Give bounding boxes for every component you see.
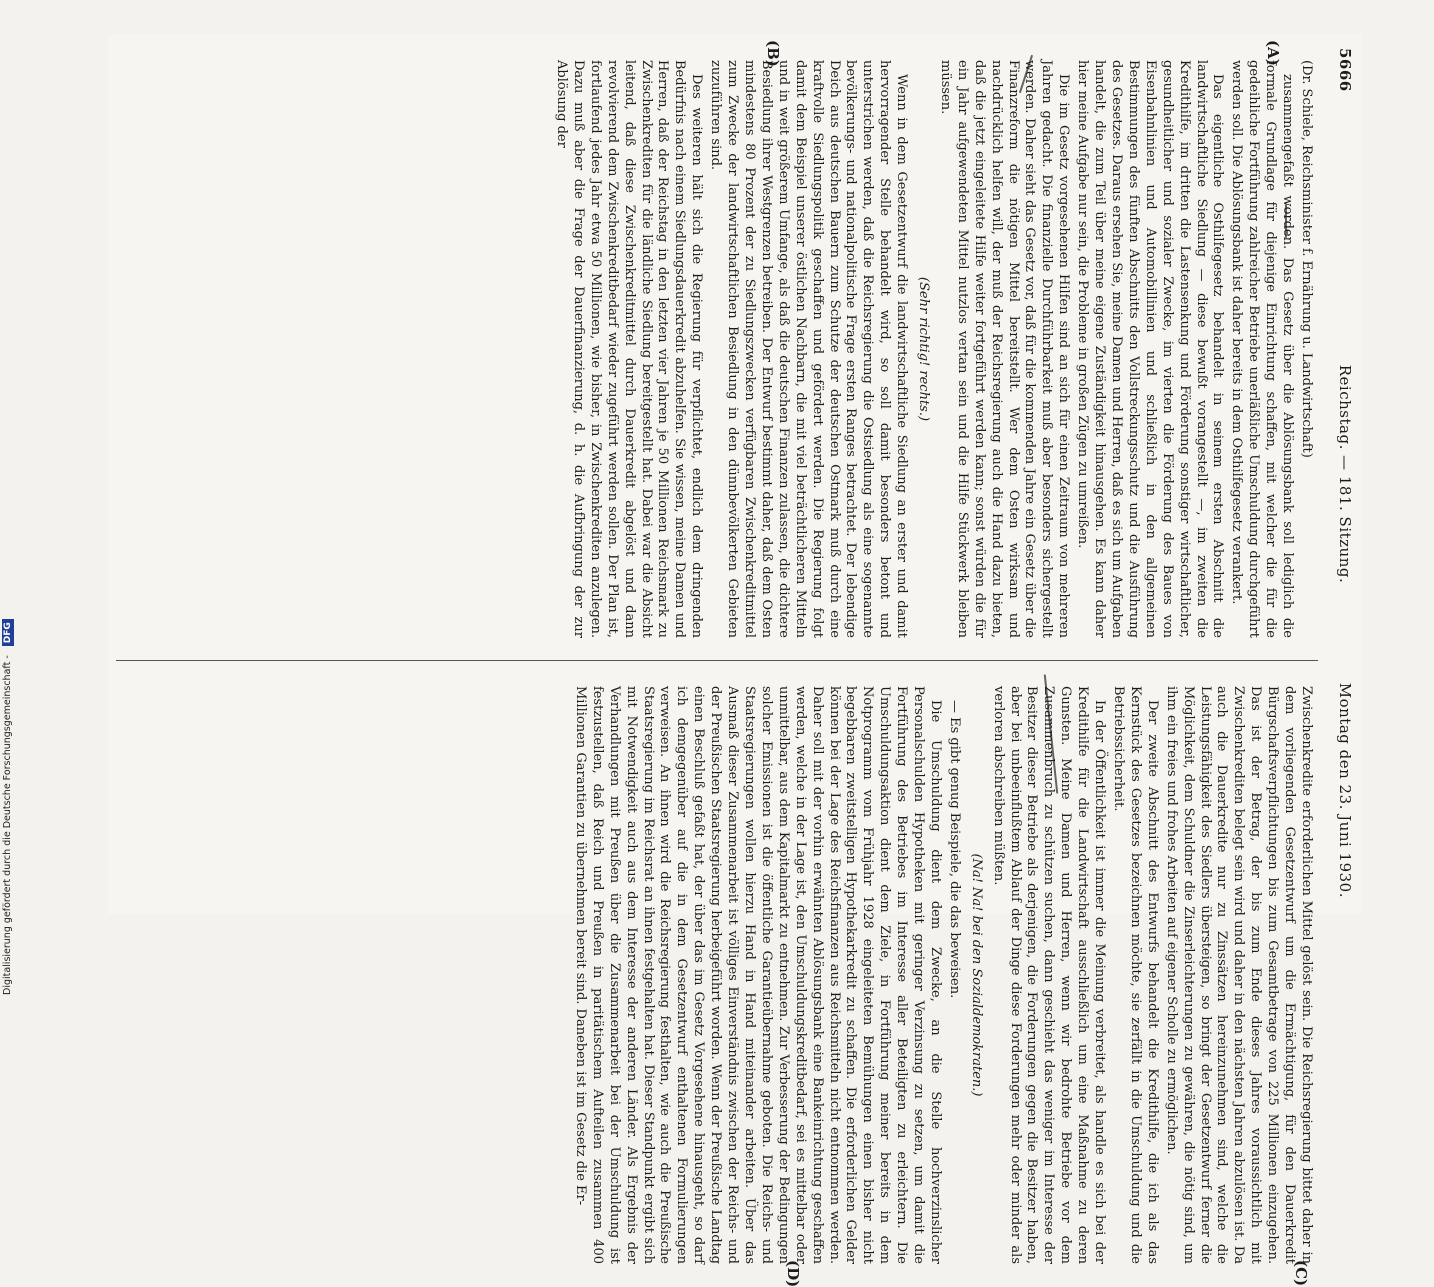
digitization-credit	[2, 619, 14, 995]
speaker-role: (Dr. Schiele, Reichsminister f. Ernährung u. Landwirtschaft)	[1299, 60, 1314, 458]
paragraph: Die Umschuldung dient dem Zwecke, an die Stelle hochverzinslicher Personalschulden Hypotheken mit geringer Verzinsung zu setzen, um damit die Fortführung des Betriebes im Interesse aller Beteiligten zu erleichtern. Die Umschuldungsaktion dient dem Ziele, in Fortführung meiner bereits in dem Notprogramm vom Frühjahr 1928 eingeleiteten Bemühungen einen bisher nicht begebbaren zweitstelligen Hypothekarkredit zu schaffen. Die erforderlichen Gelder können bei der Lage des Reichsfinanzen aus Reichsmitteln nicht entnommen werden. Daher soll mit der vorhin erwähnten Ablösungsbank eine Bankeinrichtung geschaffen werden, welche in der Lage ist, den Umschuldungskreditbedarf, sei es mittelbar oder unmittelbar, aus dem Kapitalmarkt zu entnehmen. Zur Verbesserung der Bedingungen solcher Emissionen ist die öffentliche Garantieübernahme geboten. Die Reichs- und Staatsregierungen wollen hierzu Hand in Hand miteinander arbeiten. Über das Ausmaß dieser Zusammenarbeit ist völliges Einverständnis zwischen der Reichs- und der Preußischen Staatsregierung herbeigeführt worden. Wenn der Preußische Landtag einen Beschluß gefaßt hat, der über das im Gesetz Vorgesehene hinausgeht, so darf ich demgegenüber auf die in dem Gesetzentwurf enthaltenen Formulierungen verweisen. An ihnen wird die Reichsregierung festhalten, wie auch die Preußische Staatsregierung im Reichsrat an ihnen festgehalten hat. Dieser Standpunkt ergibt sich mit Notwendigkeit auch aus dem Interesse der anderen Länder. Als Ergebnis der Verhandlungen mit Preußen über die Zusammenarbeit bei der Umschuldung ist festzustellen, daß Reich und Preußen in paritätischem Aufteilen zusammen 400 Millionen Garantien zu übernehmen bereit sind. Daneben ist im Gesetz die Er-	[572, 686, 943, 1264]
page-date: Montag den 23. Juni 1930.	[1336, 682, 1354, 898]
paragraph: — Es gibt genug Beispiele, die das beweisen.	[946, 700, 962, 999]
column-divider	[116, 660, 1318, 661]
interjection: (Na! Na! bei den Sozialdemokraten.)	[968, 853, 984, 1097]
paragraph: Die im Gesetz vorgesehenen Hilfen sind an sich für einen Zeitraum von mehreren Jahren gedacht. Die finanzielle Durchführbarkeit muß aber besonders sichergestellt werden. Daher sieht das Gesetz vor, daß für die kommenden Jahre ein Gesetz über die Finanzreform die nötigen Mittel bereitstellt. Wer dem Osten wirksam und nachdrücklich helfen will, der muß der Reichsregierung auch die Hand dazu bieten, daß die jetzt eingeleitete Hilfe weiter fortgeführt werden kann; sonst würden die für ein Jahr aufgewendeten Mittel nutzlos vertan sein und die Hilfe Stückwerk bleiben müssen.	[937, 60, 1072, 638]
paragraph: Zwischenkredite erforderlichen Mittel gelöst sein. Die Reichsregierung bittet daher in dem vorliegenden Gesetzentwurf um die Ermächtigung, für den Dauerkredit Bürgschaftsverpflichtungen bis zum Gesamtbetrage von 225 Millionen einzugehen. Das ist der Betrag, der bis zum Ende dieses Jahres voraussichtlich mit Zwischenkrediten belegt sein wird und daher in den nächsten Jahren abzulösen ist. Da auch die Dauerkredite nur zu Zinssätzen hereinzunehmen sind, welche die Leistungsfähigkeit des Siedlers übersteigen, so bringt der Gesetzentwurf ferner die Möglichkeit, dem Schuldner die Zinserleichterungen zu gewähren, die nötig sind, um ihm ein freies und frohes Arbeiten auf eigener Scholle zu ermöglichen.	[1163, 686, 1314, 1264]
paragraph: Des weiteren hält sich die Regierung für verpflichtet, endlich dem dringenden Bedürfnis nach einem Siedlungsdauerkredit abzuhelfen. Sie wissen, meine Damen und Herren, daß der Reichstag in den letzten vier Jahren je 50 Millionen Reichsmark zu Zwischenkrediten für die ländliche Siedlung bereitgestellt hat. Dabei war die Absicht leitend, daß diese Zwischenkreditmittel durch Dauerkredit abgelöst und dann revolvierend dem Zwischenkreditbedarf wieder zugeführt werden sollen. Der Plan ist, fortlaufend jedes Jahr etwa 50 Millionen, wie bisher, in Zwischenkrediten anzulegen. Dazu muß aber die Frage der Dauerfinanzierung, d. h. die Aufbringung der zur Ablösung der	[554, 60, 705, 638]
margin-mark-d: (D)	[784, 1260, 802, 1287]
margin-mark-a: (A)	[1264, 40, 1282, 66]
interjection: (Sehr richtig! rechts.)	[916, 276, 932, 422]
dfg-logo: DFG	[2, 619, 14, 646]
paragraph: Das eigentliche Osthilfegesetz behandelt in seinem ersten Abschnitt die landwirtschaftliche Siedlung — diese bewußt vorangestellt —, im zweiten die Kredithilfe, im dritten die Lastensenkung und Förderung sonstiger wirtschaftlicher, gesundheitlicher und sozialer Zwecke, im vierten die Förderung des Baues von Eisenbahnlinien und Automobillinien und schließlich in den allgemeinen Bestimmungen des fünften Abschnitts den Vollstreckungsschutz und die Ausführung des Gesetzes. Daraus ersehen Sie, meine Damen und Herren, daß es sich um Aufgaben handelt, die zum Teil über meine eigene Zuständigkeit hinausgehen. Es kann daher hier meine Aufgabe nur sein, die Probleme in großen Zügen zu umreißen.	[1075, 60, 1226, 638]
right-column	[116, 686, 1314, 1264]
paragraph: In der Öffentlichkeit ist immer die Meinung verbreitet, als handle es sich bei der Kredithilfe für die Landwirtschaft ausschließlich um eine Maßnahme zu deren Gunsten. Meine Damen und Herren, wenn wir bedrohte Betriebe vor dem Zusammenbruch zu schützen suchen, dann geschieht das weniger im Interesse der Besitzer dieser Betriebe als derjenigen, die Forderungen gegen die Besitzer haben, aber bei unbeeinflußtem Ablauf der Dinge diese Forderungen mehr oder minder als verloren abschreiben müßten.	[990, 686, 1108, 1264]
page-header	[1322, 34, 1362, 914]
page-number: 5666	[1336, 48, 1354, 92]
margin-mark-c: (C)	[1292, 1260, 1310, 1287]
margin-mark-b: (B)	[764, 40, 782, 67]
left-column	[116, 60, 1314, 638]
paragraph: zusammengefaßt worden. Das Gesetz über die Ablösungsbank soll lediglich die formale Grundlage für diejenige Einrichtung schaffen, mit welcher die für die gedeihliche Fortführung zahlreicher Betriebe unerläßliche Umschuldung durchgeführt werden soll. Die Ablösungsbank ist daher bereits in dem Osthilfegesetz verankert.	[1229, 60, 1296, 638]
credit-text: Digitalisierung gefördert durch die Deutsche Forschungsgemeinschaft -	[2, 655, 13, 995]
paragraph: Wenn in dem Gesetzentwurf die landwirtschaftliche Siedlung an erster und damit hervorragender Stelle behandelt wird, so soll damit besonders betont und unterstrichen werden, daß die Reichsregierung die Ostsiedlung als eine sogenannte bevölkerungs- und nationalpolitische Frage ersten Ranges betrachtet. Der lebendige Deich aus deutschen Bauern zum Schutze der deutschen Ostmark muß durch eine kraftvolle Siedlungspolitik geschaffen und gefördert werden. Die Regierung folgt damit dem Beispiel unserer östlichen Nachbarn, die mit viel beträchtlicheren Mitteln und in weit größerem Umfange, als daß die deutschen Finanzen zulassen, die dichtere Besiedlung ihrer Westgrenzen betreiben. Der Entwurf bestimmt daher, daß dem Osten mindestens 80 Prozent der zu Siedlungszwecken verfügbaren Zwischenkreditmittel zum Zwecke der landwirtschaftlichen Besiedlung in den dünnbevölkerten Gebieten zuzuführen sind.	[708, 60, 910, 638]
page-title: Reichstag. — 181. Sitzung.	[1336, 364, 1354, 584]
rotated-document-page	[108, 34, 1362, 1287]
paragraph: Der zweite Abschnitt des Entwurfs behandelt die Kredithilfe, die ich als das Kernstück des Gesetzes bezeichnen möchte, sie zerfällt in die Umschuldung und die Betriebssicherheit.	[1111, 686, 1160, 1264]
